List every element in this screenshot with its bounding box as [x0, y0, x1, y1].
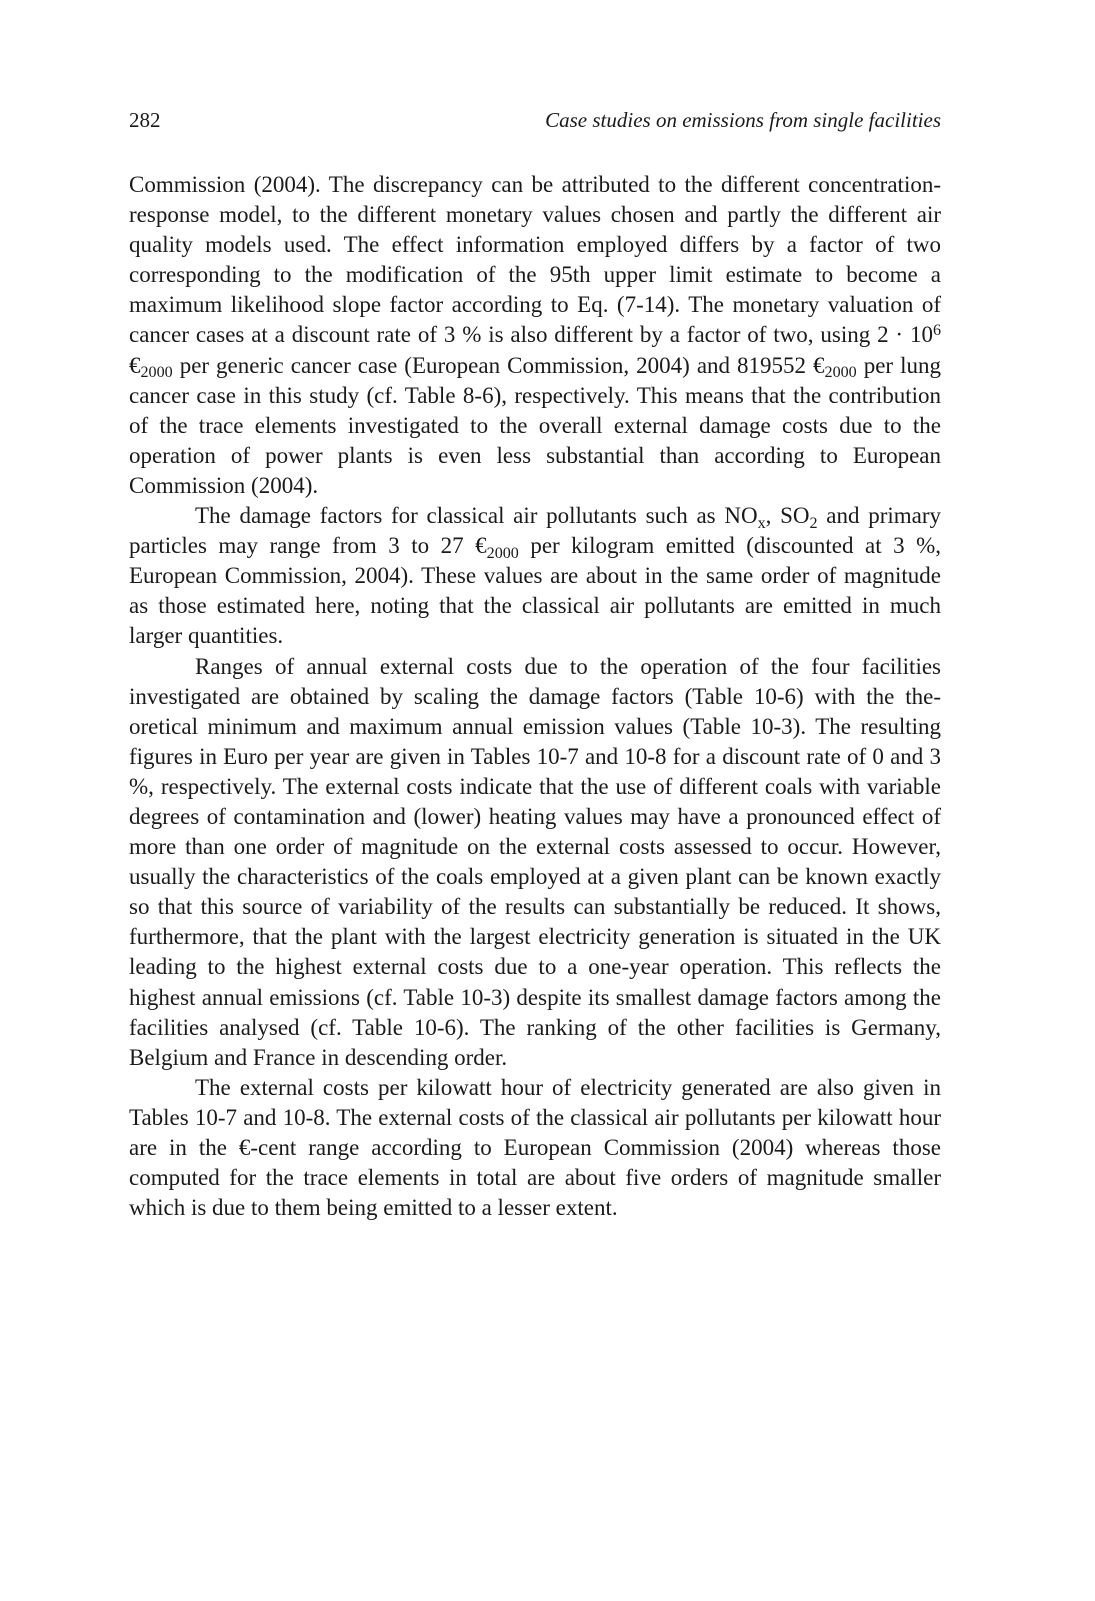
text-run: per lung cancer case in this study (cf. Table 8-6), respectively. This means that the contribution of the trace elements investigated to the overall external damage costs due to the operation of power plants is even less substantial than according to European Commission (2004). — [129, 352, 941, 498]
running-header — [129, 98, 941, 134]
superscript: 6 — [932, 322, 941, 340]
document-page — [129, 98, 941, 1223]
subscript: x — [757, 514, 766, 532]
paragraph-3 — [129, 652, 941, 1073]
paragraph-2 — [129, 501, 941, 651]
text-run: per generic cancer case (European Commission, 2004) and 819552 € — [172, 352, 825, 378]
text-run: Ranges of annual external costs due to the operation of the four facilities investigated are obtained by scaling the damage factors (Table 10-6) with the theoretical minimum and maximum annual emission values (Table 10-3). The resulting figures in Euro per year are given in Tables 10-7 and 10-8 for a discount rate of 0 and 3 %, respectively. The external costs indicate that the use of different coals with variable degrees of contamination and (lower) heating values may have a pronounced effect of more than one order of magnitude on the external costs assessed to occur. However, usually the characteristics of the coals employed at a given plant can be known exactly so that this source of variability of the results can substantially be reduced. It shows, furthermore, that the plant with the largest electricity generation is situated in the UK leading to the highest external costs due to a one-year operation. This reflects the highest annual emissions (cf. Table 10-3) despite its smallest damage factors among the facilities analysed (cf. Table 10-6). The ranking of the other facilities is Germany, Belgium and France in descending order. — [129, 653, 941, 1070]
text-run: The external costs per kilowatt hour of electricity generated are also given in Tables 10-7 and 10-8. The external costs of the classical air pollutants per kilowatt hour are in the €-cent range according to European Commission (2004) whereas those computed for the trace elements in total are about five orders of magnitude smaller which is due to them being emitted to a lesser extent. — [129, 1074, 941, 1221]
text-run: and primary particles may range from 3 to 27 € — [129, 503, 942, 559]
text-run: € — [129, 352, 141, 378]
subscript: 2000 — [486, 544, 519, 562]
subscript: 2 — [809, 514, 818, 532]
paragraph-4 — [129, 1073, 941, 1223]
page-number: 282 — [129, 108, 161, 132]
paragraph-1 — [129, 170, 941, 501]
subscript: 2000 — [824, 364, 857, 382]
running-title: Case studies on emissions from single facilities — [545, 108, 941, 132]
text-run: per kilogram emitted (discounted at 3 %, European Commission, 2004). These values are about in the same order of magnitude as those estimated here, noting that the classical air pollutants are emitted in much larger quantities. — [129, 533, 941, 649]
text-run: The damage factors for classical air pollutants such as NO — [195, 503, 758, 529]
text-run: Commission (2004). The discrepancy can be attributed to the different concentration-response model, to the different monetary values chosen and partly the different air quality models used. The effect information employed differs by a factor of two corresponding to the modification of the 95th upper limit estimate to become a maximum likelihood slope factor according to Eq. (7-14). The monetary valuation of cancer cases at a discount rate of 3 % is also different by a factor of two, using 2 · 10 — [129, 172, 941, 348]
text-run: , SO — [765, 503, 810, 529]
subscript: 2000 — [140, 364, 173, 382]
body-text — [129, 170, 941, 1223]
